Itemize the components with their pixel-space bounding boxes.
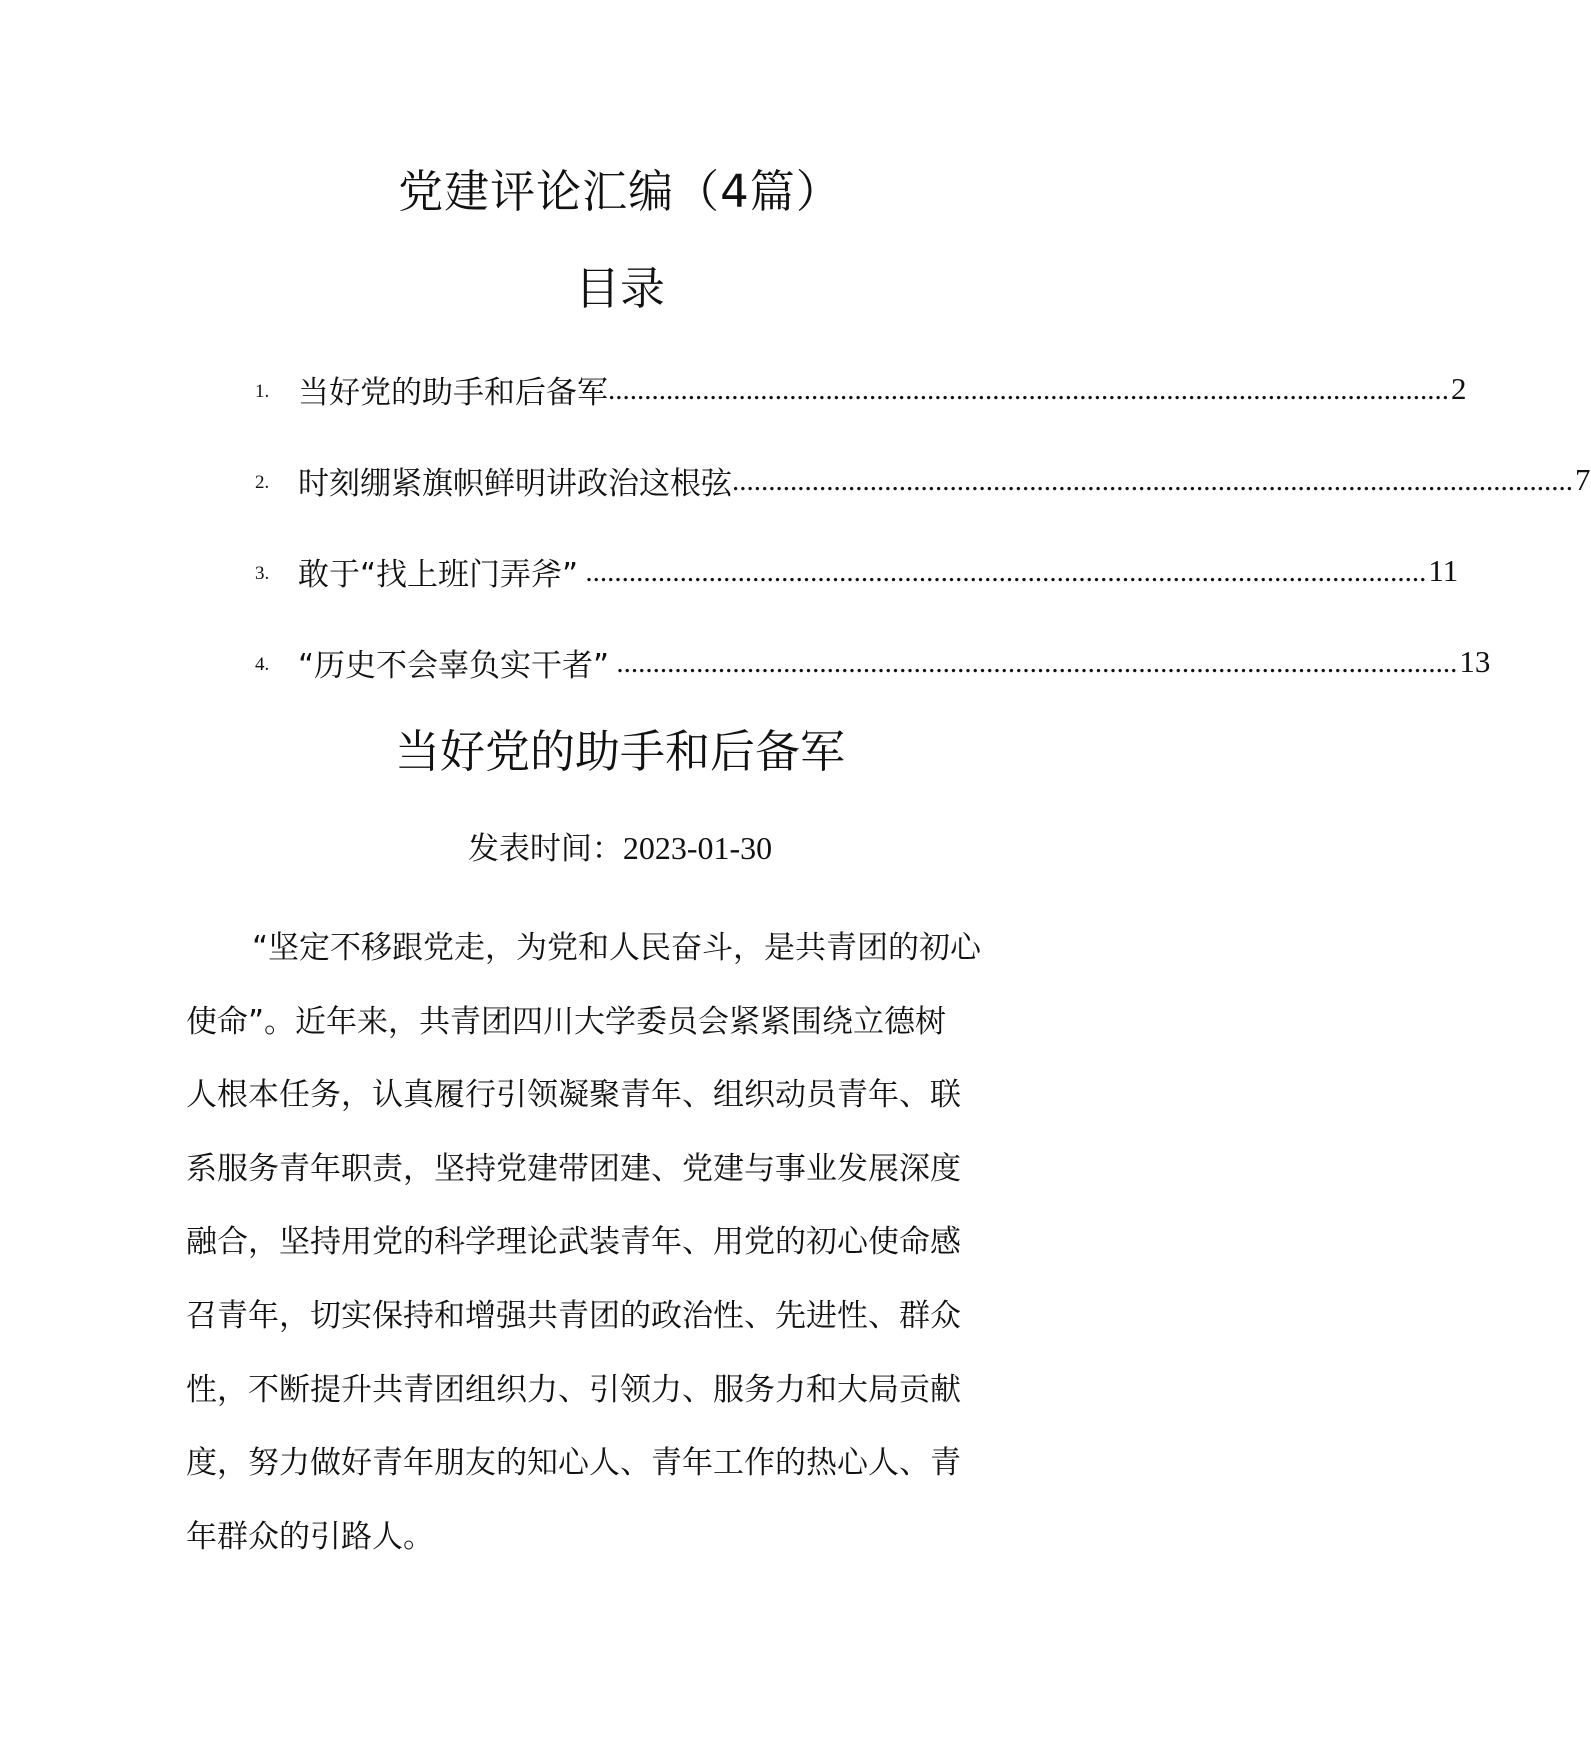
toc-entry-title: 当好党的助手和后备军 — [298, 374, 608, 411]
paragraph-line: 使命”。近年来，共青团四川大学委员会紧紧围绕立德树 — [186, 1003, 947, 1040]
paragraph-line: 系服务青年职责，坚持党建带团建、党建与事业发展深度 — [186, 1150, 961, 1187]
paragraph-line: 人根本任务，认真履行引领凝聚青年、组织动员青年、联 — [186, 1077, 961, 1114]
document-title: 党建评论汇编（4篇） — [398, 165, 842, 218]
paragraph-line: 年群众的引路人。 — [186, 1518, 434, 1555]
toc-entry-number: 2. — [255, 472, 270, 493]
toc-entry-page: 13 — [1459, 644, 1491, 679]
toc-entry-title: 敢于“找上班门弄斧” — [298, 556, 579, 593]
publish-date: 2023-01-30 — [622, 830, 773, 866]
paragraph-line: 度，努力做好青年朋友的知心人、青年工作的热心人、青 — [186, 1445, 961, 1482]
toc-dot-leader: .................................................................................................................... — [732, 464, 1573, 497]
toc-entry-number: 3. — [255, 563, 270, 584]
paragraph-line: “坚定不移跟党走，为党和人民奋斗，是共青团的初心 — [252, 930, 982, 966]
toc-entry[interactable] — [255, 458, 1591, 502]
article-body-paragraph — [186, 912, 1046, 1574]
paragraph-line: 性，不断提升共青团组织力、引领力、服务力和大局贡献 — [186, 1371, 961, 1408]
paragraph-line: 召青年，切实保持和增强共青团的政治性、先进性、群众 — [186, 1297, 961, 1334]
toc-entry-page: 11 — [1428, 553, 1459, 588]
toc-dot-leader: .................................................................................................................... — [609, 646, 1458, 679]
toc-entry-title: “历史不会辜负实干者” — [298, 647, 610, 684]
toc-entry[interactable] — [255, 549, 1459, 593]
toc-entry-number: 4. — [255, 654, 270, 675]
toc-entry[interactable] — [255, 367, 1467, 411]
toc-dot-leader: .................................................................................................................... — [578, 555, 1427, 588]
toc-entry-page: 7 — [1575, 462, 1591, 497]
toc-dot-leader: .................................................................................................................... — [608, 373, 1449, 406]
toc-entry-number: 1. — [255, 381, 270, 402]
paragraph-line: 融合，坚持用党的科学理论武装青年、用党的初心使命感 — [186, 1224, 961, 1261]
publish-label: 发表时间： — [467, 831, 623, 867]
toc-entry[interactable] — [255, 640, 1491, 684]
toc-entry-title: 时刻绷紧旗帜鲜明讲政治这根弦 — [298, 465, 732, 502]
toc-entry-page: 2 — [1451, 371, 1467, 406]
article-title: 当好党的助手和后备军 — [394, 725, 845, 778]
publish-date-line — [0, 826, 1240, 871]
toc-heading: 目录 — [574, 262, 665, 315]
